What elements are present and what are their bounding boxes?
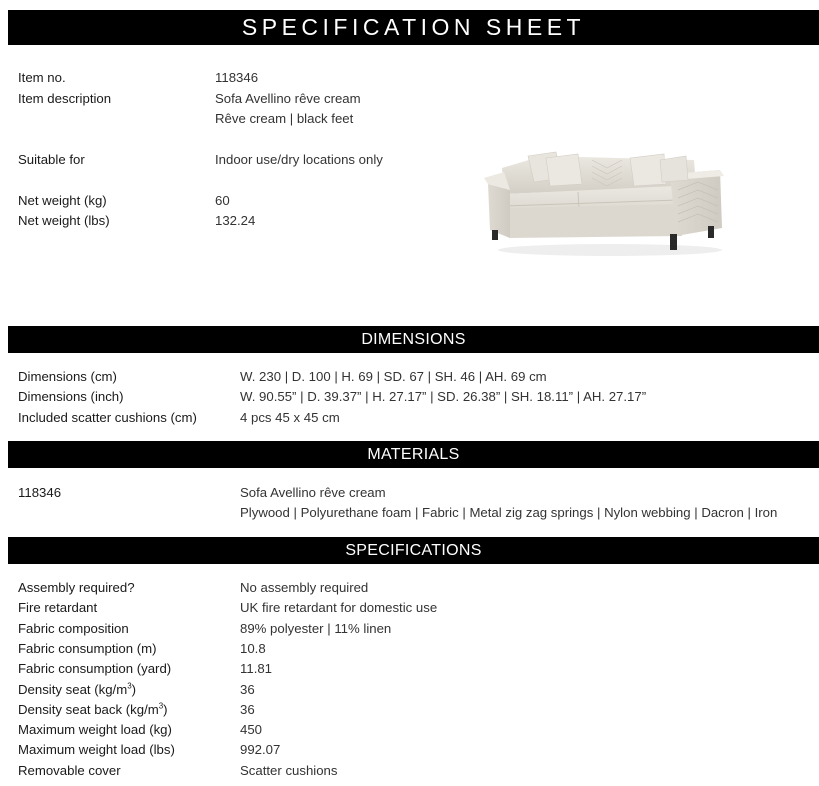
spec-label: Assembly required?: [18, 580, 135, 595]
spec-label: Maximum weight load (kg): [18, 722, 172, 737]
spec-sheet-title: [8, 10, 819, 45]
item-desc-value: Sofa Avellino rêve cream: [215, 91, 361, 106]
spec-label-sup: 3: [127, 681, 132, 691]
spec-label-text: Density seat back (kg/m: [18, 702, 159, 717]
spec-label-end: ): [163, 702, 168, 717]
item-no-value: 118346: [215, 70, 259, 85]
specifications-header-text: SPECIFICATIONS: [345, 541, 482, 559]
spec-value: UK fire retardant for domestic use: [240, 600, 438, 615]
spec-label: Fire retardant: [18, 600, 98, 615]
spec-label: Fabric composition: [18, 621, 129, 636]
spec-value: 36: [240, 682, 255, 697]
specifications-header: [8, 537, 819, 564]
dimensions-header: [8, 326, 819, 353]
materials-header: [8, 441, 819, 468]
net-weight-kg-label: Net weight (kg): [18, 193, 107, 208]
item-desc-label: Item description: [18, 91, 112, 106]
spec-label: Fabric consumption (m): [18, 641, 157, 656]
spec-value: 89% polyester | 11% linen: [240, 621, 392, 636]
materials-header-text: MATERIALS: [367, 445, 460, 463]
item-no-label: Item no.: [18, 70, 66, 85]
materials-name: Sofa Avellino rêve cream: [240, 485, 386, 500]
dimension-label: Included scatter cushions (cm): [18, 410, 197, 425]
spec-label-end: ): [131, 682, 137, 697]
spec-label-text: Density seat (kg/m: [18, 682, 128, 697]
spec-label: [18, 680, 136, 700]
spec-value: No assembly required: [240, 580, 369, 595]
spec-label: Maximum weight load (lbs): [18, 742, 175, 757]
dimension-label: Dimensions (inch): [18, 389, 124, 404]
dimensions-header-text: DIMENSIONS: [361, 330, 466, 348]
spec-value: Scatter cushions: [240, 763, 338, 778]
spec-label-sup: 3: [158, 701, 164, 711]
net-weight-lbs-value: 132.24: [215, 213, 256, 228]
net-weight-lbs-label: Net weight (lbs): [18, 213, 110, 228]
sofa-image: [482, 146, 732, 260]
spec-label: Fabric consumption (yard): [18, 661, 172, 676]
spec-value: 992.07: [240, 742, 281, 757]
dimension-value: W. 230 | D. 100 | H. 69 | SD. 67 | SH. 46 | AH. 69 cm: [240, 369, 547, 384]
dimension-value: 4 pcs 45 x 45 cm: [240, 410, 340, 425]
spec-label: [18, 700, 168, 720]
spec-value: 11.81: [240, 661, 273, 676]
spec-value: 36: [240, 702, 255, 717]
materials-code: 118346: [18, 485, 62, 500]
spec-label: Removable cover: [18, 763, 121, 778]
dimension-value: W. 90.55” | D. 39.37” | H. 27.17” | SD. 26.38” | SH. 18.11” | AH. 27.17”: [240, 389, 647, 404]
spec-value: 450: [240, 722, 263, 737]
item-desc-value-2: Rêve cream | black feet: [215, 111, 354, 126]
dimension-label: Dimensions (cm): [18, 369, 117, 384]
suitable-label: Suitable for: [18, 152, 85, 167]
materials-list: Plywood | Polyurethane foam | Fabric | Metal zig zag springs | Nylon webbing | Dacron | Iron: [240, 505, 778, 520]
spec-sheet-title-text: SPECIFICATION SHEET: [241, 14, 586, 40]
net-weight-kg-value: 60: [215, 193, 230, 208]
suitable-value: Indoor use/dry locations only: [215, 152, 383, 167]
spec-value: 10.8: [240, 641, 266, 656]
